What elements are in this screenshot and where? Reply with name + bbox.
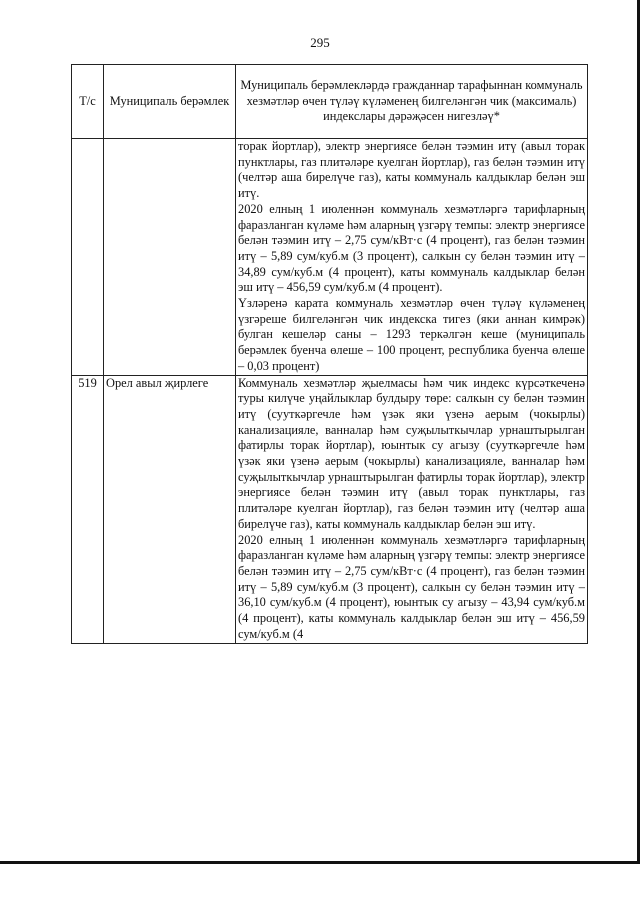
justification-paragraph: 2020 елның 1 июленнән коммуналь хезмәтләргә тарифларның фаразланган күләме һәм аларның үзгәрү темпы: электр энергиясе белән тәэмин итү – 2,75 сум/кВт·с (4 процент), газ белән тәэмин итү – 5,89 сум/куб.м (3 процент), салкын су белән тәэмин итү – 36,10 сум/куб.м (4 процент), юынтык су агызу – 43,94 сум/куб.м (4 процент), каты коммуналь калдыклар белән эш итү – 456,59 сум/куб.м (4 bbox=[238, 532, 585, 641]
justification-cell bbox=[236, 139, 588, 376]
justification-cell bbox=[236, 375, 588, 643]
table-row bbox=[72, 375, 588, 643]
justification-paragraph: 2020 елның 1 июленнән коммуналь хезмәтләргә тарифларның фаразланган күләме һәм аларның үзгәрү темпы: электр энергиясе белән тәэмин итү – 2,75 сум/кВт·с (4 процент), газ белән тәэмин итү – 5,89 сум/куб.м (3 процент), салкын су белән тәэмин итү – 34,89 сум/куб.м (4 процент), каты коммуналь калдыклар белән эш итү – 456,59 сум/куб.м (4 процент). bbox=[238, 201, 585, 295]
municipality-name: Орел авыл җирлеге bbox=[104, 375, 236, 643]
page-number: 295 bbox=[310, 35, 330, 50]
row-number: 519 bbox=[72, 375, 104, 643]
table-row bbox=[72, 139, 588, 376]
justification-paragraph: торак йортлар), электр энергиясе белән тәэмин итү (авыл торак пунктлары, газ плитәләре куелган йортлар), газ белән тәэмин итү (челтәр аша бирелүче газ), каты коммуналь калдыклар белән эш итү. bbox=[238, 139, 585, 201]
header-municipality: Муниципаль берәмлек bbox=[104, 65, 236, 139]
scan-bottom-border bbox=[0, 861, 640, 864]
table-header-row bbox=[72, 65, 588, 139]
row-number bbox=[72, 139, 104, 376]
municipal-index-table bbox=[71, 64, 588, 644]
justification-paragraph: Үзләренә карата коммуналь хезмәтләр өчен түләү күләменең үзгәреше билгеләнгән чик индекска тигез (яки аннан кимрәк) булган кешеләр саны – 1293 теркәлгән кеше (муниципаль берәмлек буенча өлеше – 100 процент, республика буенча өлеше – 0,03 процент) bbox=[238, 296, 585, 373]
municipality-name bbox=[104, 139, 236, 376]
header-justification: Муниципаль берәмлекләрдә гражданнар тарафыннан коммуналь хезмәтләр өчен түләү күләменең билгеләнгән чик (максималь) индекслары дәрәҗәсен нигезләү* bbox=[236, 65, 588, 139]
justification-paragraph: Коммуналь хезмәтләр җыелмасы һәм чик индекс күрсәткеченә туры килүче уңайлыклар булдыру төре: салкын су белән тәэмин итү (сууткәргечле һәм үзәк яки үзенә аерым (чокырлы) канализацияле, ванналар һәм суҗылыткычлар урнаштырылган фатирлы торак йортлар), юынтык су агызу (сууткәргечле һәм үзәк яки үзенә аерым (чокырлы) канализацияле, ванналар һәм суҗылыткычлар урнаштырылган фатирлы торак йортлар), электр энергиясе белән тәэмин итү (авыл торак пунктлары, газ плитәләре куелган йортлар), газ белән тәэмин итү (челтәр аша бирелүче газ), каты коммуналь калдыклар белән эш итү. bbox=[238, 375, 585, 531]
header-serial-number: Т/с bbox=[72, 65, 104, 139]
